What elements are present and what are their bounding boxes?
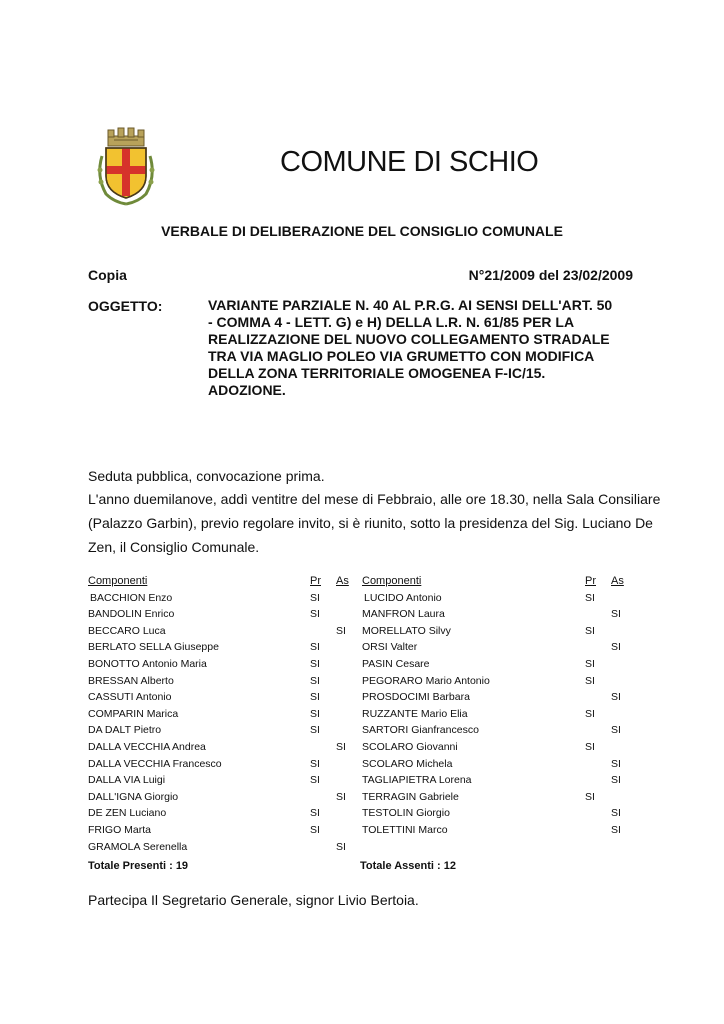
member-name: CASSUTI Antonio xyxy=(88,691,172,704)
municipal-coat-of-arms-icon xyxy=(92,126,160,206)
attendance-totals xyxy=(88,860,638,876)
organization-title: COMUNE DI SCHIO xyxy=(280,146,539,178)
absent-mark: SI xyxy=(336,790,346,803)
attendance-table xyxy=(88,575,638,857)
present-mark: SI xyxy=(585,657,595,670)
attendance-row xyxy=(88,691,638,708)
attendance-row xyxy=(88,758,638,775)
intro-line: Zen, il Consiglio Comunale. xyxy=(88,539,260,555)
member-name: PROSDOCIMI Barbara xyxy=(362,691,470,704)
attendance-row xyxy=(88,625,638,642)
absent-mark: SI xyxy=(611,757,621,770)
member-name: ORSI Valter xyxy=(362,641,418,654)
attendance-row xyxy=(88,608,638,625)
present-mark: SI xyxy=(310,608,320,621)
absent-mark: SI xyxy=(336,740,346,753)
attendance-row xyxy=(88,741,638,758)
member-name: COMPARIN Marica xyxy=(88,707,179,720)
attendance-row xyxy=(88,824,638,841)
attendance-row xyxy=(88,675,638,692)
absent-mark: SI xyxy=(611,807,621,820)
present-mark: SI xyxy=(585,790,595,803)
member-name: BONOTTO Antonio Maria xyxy=(88,657,207,670)
member-name: PASIN Cesare xyxy=(362,657,430,670)
member-name: FRIGO Marta xyxy=(88,823,152,836)
subject-line: DELLA ZONA TERRITORIALE OMOGENEA F-IC/15. xyxy=(208,365,546,381)
member-name: BECCARO Luca xyxy=(88,624,166,637)
present-mark: SI xyxy=(310,641,320,654)
document-number: N°21/2009 del 23/02/2009 xyxy=(468,267,633,283)
present-mark: SI xyxy=(310,674,320,687)
present-mark: SI xyxy=(585,591,595,604)
attendance-row xyxy=(88,841,638,858)
intro-line: (Palazzo Garbin), previo regolare invito, si è riunito, sotto la presidenza del Sig. Luciano De xyxy=(88,515,653,531)
session-line: Seduta pubblica, convocazione prima. xyxy=(88,468,325,484)
attendance-row xyxy=(88,774,638,791)
member-name: RUZZANTE Mario Elia xyxy=(362,707,468,720)
absent-mark: SI xyxy=(611,724,621,737)
attendance-row xyxy=(88,641,638,658)
member-name: SCOLARO Michela xyxy=(362,757,453,770)
absent-mark: SI xyxy=(611,691,621,704)
attendance-row xyxy=(88,807,638,824)
subject-label: OGGETTO: xyxy=(88,298,163,314)
absent-mark: SI xyxy=(611,608,621,621)
present-mark: SI xyxy=(310,724,320,737)
column-header-name: Componenti xyxy=(88,575,148,587)
column-header-present: Pr xyxy=(310,575,321,587)
attendance-row xyxy=(88,708,638,725)
member-name: DA DALT Pietro xyxy=(88,724,162,737)
present-mark: SI xyxy=(310,757,320,770)
subject-line: REALIZZAZIONE DEL NUOVO COLLEGAMENTO STRADALE xyxy=(208,331,610,347)
member-name: BANDOLIN Enrico xyxy=(88,608,175,621)
document-type-heading: VERBALE DI DELIBERAZIONE DEL CONSIGLIO COMUNALE xyxy=(161,223,563,239)
member-name: LUCIDO Antonio xyxy=(364,591,442,604)
present-mark: SI xyxy=(310,707,320,720)
attendance-row xyxy=(88,592,638,609)
column-header-name: Componenti xyxy=(362,575,422,587)
column-header-absent: As xyxy=(336,575,349,587)
attendance-body xyxy=(88,592,638,858)
present-mark: SI xyxy=(310,807,320,820)
total-present: Totale Presenti : 19 xyxy=(88,860,189,872)
member-name: BACCHION Enzo xyxy=(90,591,173,604)
absent-mark: SI xyxy=(336,624,346,637)
copy-label: Copia xyxy=(88,267,127,283)
absent-mark: SI xyxy=(611,774,621,787)
column-header-absent: As xyxy=(611,575,624,587)
column-header-present: Pr xyxy=(585,575,596,587)
member-name: GRAMOLA Serenella xyxy=(88,840,188,853)
intro-line: L'anno duemilanove, addì ventitre del mese di Febbraio, alle ore 18.30, nella Sala Consiliare xyxy=(88,491,661,507)
member-name: DALLA VECCHIA Francesco xyxy=(88,757,222,770)
member-name: DALLA VECCHIA Andrea xyxy=(88,740,206,753)
present-mark: SI xyxy=(310,691,320,704)
member-name: TESTOLIN Giorgio xyxy=(362,807,450,820)
subject-line: TRA VIA MAGLIO POLEO VIA GRUMETTO CON MODIFICA xyxy=(208,348,595,364)
member-name: BRESSAN Alberto xyxy=(88,674,174,687)
attendance-row xyxy=(88,791,638,808)
total-absent: Totale Assenti : 12 xyxy=(360,860,456,872)
subject-line: ADOZIONE. xyxy=(208,382,286,398)
member-name: SCOLARO Giovanni xyxy=(362,740,458,753)
member-name: PEGORARO Mario Antonio xyxy=(362,674,490,687)
member-name: TOLETTINI Marco xyxy=(362,823,448,836)
subject-line: VARIANTE PARZIALE N. 40 AL P.R.G. AI SENSI DELL'ART. 50 xyxy=(208,297,613,313)
member-name: DE ZEN Luciano xyxy=(88,807,167,820)
member-name: BERLATO SELLA Giuseppe xyxy=(88,641,219,654)
absent-mark: SI xyxy=(611,823,621,836)
present-mark: SI xyxy=(585,674,595,687)
member-name: DALL'IGNA Giorgio xyxy=(88,790,179,803)
absent-mark: SI xyxy=(611,641,621,654)
attendance-row xyxy=(88,658,638,675)
present-mark: SI xyxy=(585,740,595,753)
member-name: TAGLIAPIETRA Lorena xyxy=(362,774,472,787)
present-mark: SI xyxy=(585,707,595,720)
member-name: MORELLATO Silvy xyxy=(362,624,451,637)
present-mark: SI xyxy=(310,657,320,670)
attendance-header-row xyxy=(88,575,638,592)
present-mark: SI xyxy=(310,823,320,836)
subject-line: - COMMA 4 - LETT. G) e H) DELLA L.R. N. 61/85 PER LA xyxy=(208,314,575,330)
attendance-row xyxy=(88,724,638,741)
present-mark: SI xyxy=(585,624,595,637)
member-name: TERRAGIN Gabriele xyxy=(362,790,459,803)
secretary-line: Partecipa Il Segretario Generale, signor Livio Bertoia. xyxy=(88,892,419,908)
member-name: DALLA VIA Luigi xyxy=(88,774,166,787)
present-mark: SI xyxy=(310,591,320,604)
member-name: SARTORI Gianfrancesco xyxy=(362,724,479,737)
present-mark: SI xyxy=(310,774,320,787)
subject-text xyxy=(208,297,648,399)
member-name: MANFRON Laura xyxy=(362,608,445,621)
absent-mark: SI xyxy=(336,840,346,853)
